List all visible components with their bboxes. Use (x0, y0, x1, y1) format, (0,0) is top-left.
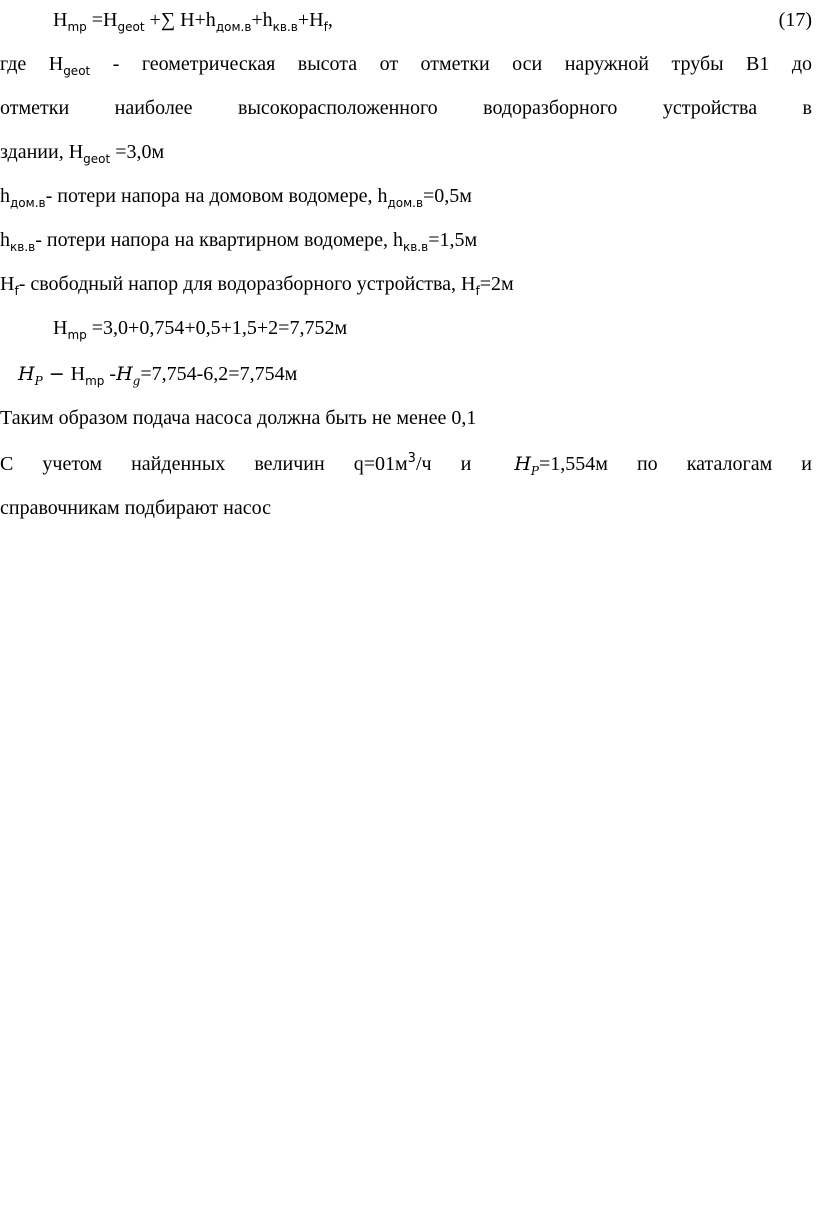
selection-line-1: С учетом найденных величин $q=01м^3/ч$ и $H_P=1,554м$ по каталогам и (0, 451, 812, 478)
formula-17: $Н_{mp} =Н_{geot}$ +∑ $Н+h_{дом.в}+h_{кв.в}+Н_f$, (17) (0, 6, 812, 34)
equation-number: (17) (778, 9, 812, 31)
definition-geot-line-1: где $Н_{geot}$ - геометрическая высота от отметки оси наружной трубы В1 до (0, 53, 813, 78)
formula-lhs: $Н_{mp}$ (53, 9, 87, 34)
selection-line-2: справочникам подбирают насос (0, 497, 271, 519)
calculation-htr: $Н_{mp} =3,0+0,754+0,5+1,5+2=7,752м$ (53, 317, 348, 342)
definition-free-head: $Н_f-$ свободный напор для водоразборного устройства, $Н_f=2м$ (0, 273, 514, 298)
definition-geot-line-3: здании, $Н_{geot} =3,0м$ (0, 141, 165, 166)
definition-dom-meter: $h_{дом.в}-$ потери напора на домовом водомере, $h_{дом.в}=0,5м$ (0, 185, 472, 210)
definition-apartment-meter: $h_{кв.в}-$ потери напора на квартирном водомере, $h_{кв.в}=1,5м$ (0, 229, 478, 254)
calculation-hp: $H_P - Н_{mp}$ $-H_g=7,754-6,2=7,754м$ (18, 363, 298, 388)
definition-geot-line-2: отметки наиболее высокорасположенного водоразборного устройства в (0, 97, 812, 119)
conclusion-text: Таким образом подача насоса должна быть не менее 0,1 (0, 407, 477, 429)
